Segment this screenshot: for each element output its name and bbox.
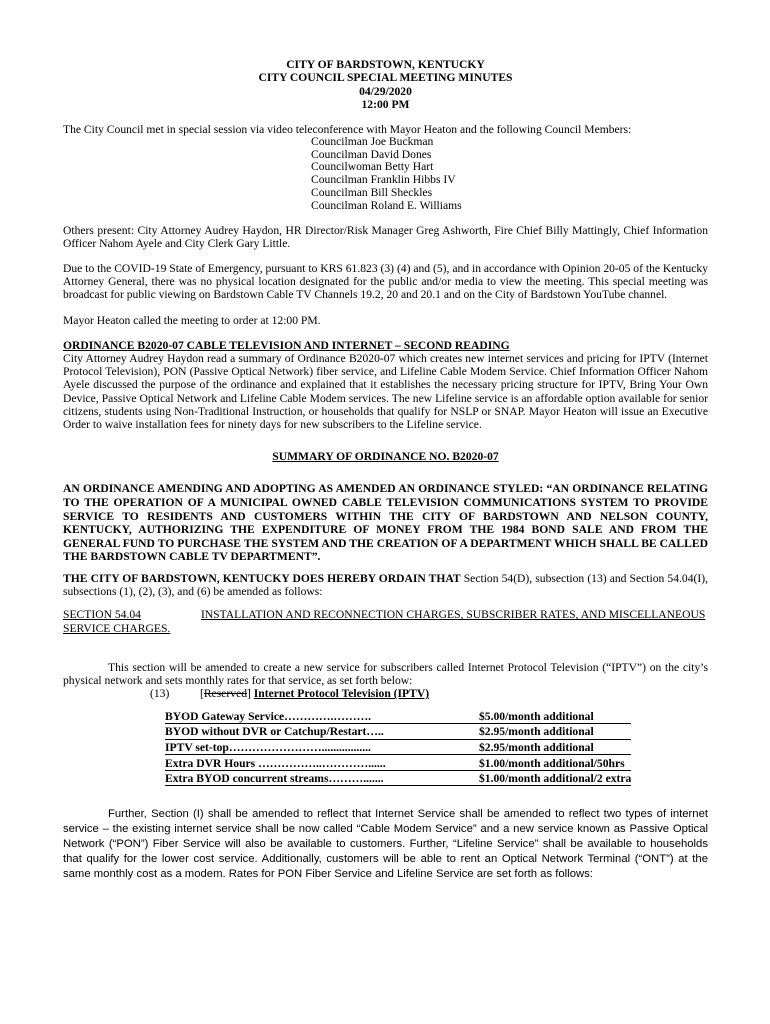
council-member: Councilman Bill Sheckles xyxy=(311,186,433,200)
rate-price: $2.95/month additional xyxy=(479,724,631,740)
further-paragraph: Further, Section (I) shall be amended to reflect that Internet Service shall be amended to reflect two types of internet service – the existing internet service shall be now called “Cable Modem Service” and a new service known as Passive Optical Network (“PON”) Fiber Service will also be available to customers. Further, “Lifeline Service” shall be available to households that qualify for the lower cost service. Additionally, customers will be able to rent an Optical Network Terminal (“ONT”) at the same monthly cost as a modem. Rates for PON Fiber Service and Lifeline Service are set forth as follows: xyxy=(63,808,708,881)
iptv-paragraph: This section will be amended to create a new service for subscribers called Internet Protocol Television (“IPTV”) on the city’s physical network and sets monthly rates for that service, as set forth below: xyxy=(63,660,708,688)
intro-paragraph: The City Council met in special session via video teleconference with Mayor Heaton and the following Council Members: xyxy=(63,122,632,136)
ordain-bold: THE CITY OF BARDSTOWN, KENTUCKY DOES HEREBY ORDAIN THAT xyxy=(63,572,461,586)
section-heading xyxy=(63,608,708,634)
ordain-rest: Section 54(D), subsection (13) and Section 54.04(I), subsections (1), (2), (3), and (6) be amended as follows: xyxy=(63,572,708,599)
header-meeting-type: CITY COUNCIL SPECIAL MEETING MINUTES xyxy=(258,71,513,85)
subsection-reserved: Reserved xyxy=(203,687,248,701)
section-period: . xyxy=(167,621,171,635)
header-city: CITY OF BARDSTOWN, KENTUCKY xyxy=(286,58,485,71)
call-to-order: Mayor Heaton called the meeting to order at 12:00 PM. xyxy=(63,313,321,327)
header-time: 12:00 PM xyxy=(361,98,410,112)
subsection-number: (13) xyxy=(150,687,170,701)
ordinance-title: AN ORDINANCE AMENDING AND ADOPTING AS AMENDED AN ORDINANCE STYLED: “AN ORDINANCE RELATING TO THE OPERATION OF A MUNICIPAL OWNED CABLE TELEVISION COMMUNICATIONS SYSTEM TO PROVIDE SERVICE TO RESIDENTS AND CUSTOMERS WITHIN THE CITY OF BARDSTOWN AND NELSON COUNTY, KENTUCKY, AUTHORIZING THE EXPENDITURE OF MONEY FROM THE 1984 BOND SALE AND FROM THE GENERAL FUND TO PURCHASE THE SYSTEM AND THE CREATION OF A DEPARTMENT WHICH SHALL BE CALLED THE BARDSTOWN CABLE TV DEPARTMENT”. xyxy=(63,482,708,564)
rate-item: IPTV set-top……………………................. xyxy=(165,739,479,755)
ordain-paragraph xyxy=(63,572,708,598)
header-date: 04/29/2020 xyxy=(359,84,412,98)
table-row xyxy=(165,708,631,723)
summary-heading: SUMMARY OF ORDINANCE NO. B2020-07 xyxy=(272,450,499,464)
council-member: Councilwoman Betty Hart xyxy=(311,160,434,174)
rate-item: BYOD Gateway Service………….………. xyxy=(165,708,479,723)
rate-item: Extra DVR Hours ……………..…………...... xyxy=(165,755,479,771)
council-member: Councilman Roland E. Williams xyxy=(311,198,462,212)
table-row xyxy=(165,755,631,771)
table-row xyxy=(165,739,631,755)
table-row xyxy=(165,770,631,786)
ordinance-paragraph: City Attorney Audrey Haydon read a summary of Ordinance B2020-07 which creates new internet services and pricing for IPTV (Internet Protocol Television), PON (Passive Optical Network) fiber service, and Lifeline Cable Modem Service. Chief Information Officer Nahom Ayele discussed the purpose of the ordinance and explained that it establishes the necessary pricing structure for IPTV, Bring Your Own Device, Passive Optical Network and Lifeline Cable Modem services. The new Lifeline service is an affordable option available for senior citizens, students using Non-Traditional Instruction, or households that qualify for NSLP or SNAP. Mayor Heaton will issue an Executive Order to waive installation fees for ninety days for new subscribers to the Lifeline service. xyxy=(63,352,708,432)
rate-item: Extra BYOD concurrent streams………....... xyxy=(165,770,479,786)
rate-price: $1.00/month additional/50hrs xyxy=(479,755,631,771)
covid-paragraph: Due to the COVID-19 State of Emergency, pursuant to KRS 61.823 (3) (4) and (5), and in accordance with Opinion 20-05 of the Kentucky Attorney General, there was no physical location designated for the public and/or media to view the meeting. This special meeting was broadcast for public viewing on Bardstown Cable TV Channels 19.2, 20 and 20.1 and on the City of Bardstown YouTube channel. xyxy=(63,262,708,302)
rate-item: BYOD without DVR or Catchup/Restart….. xyxy=(165,724,479,740)
section-title: INSTALLATION AND RECONNECTION CHARGES, SUBSCRIBER RATES, AND MISCELLANEOUS SERVICE CHARGES xyxy=(63,608,706,635)
subsection-bracket-open: [ xyxy=(200,687,204,701)
rate-price: $2.95/month additional xyxy=(479,739,631,755)
council-member: Councilman David Dones xyxy=(311,147,432,161)
table-row xyxy=(165,724,631,740)
iptv-rates-table xyxy=(165,708,631,786)
rate-price: $1.00/month additional/2 extra xyxy=(479,772,632,786)
council-member-list xyxy=(311,136,708,213)
ordinance-heading: ORDINANCE B2020-07 CABLE TELEVISION AND INTERNET – SECOND READING xyxy=(63,338,510,352)
council-member: Councilman Franklin Hibbs IV xyxy=(311,173,456,187)
subsection-title: Internet Protocol Television (IPTV) xyxy=(253,687,430,701)
subsection-bracket-close: ] xyxy=(247,687,251,701)
others-present-paragraph: Others present: City Attorney Audrey Haydon, HR Director/Risk Manager Greg Ashworth, Fire Chief Billy Mattingly, Chief Information Officer Nahom Ayele and City Clerk Gary Little. xyxy=(63,223,708,250)
minutes-header xyxy=(63,58,708,112)
council-member: Councilman Joe Buckman xyxy=(311,134,434,148)
section-number: SECTION 54.04 xyxy=(63,608,141,622)
subsection-heading xyxy=(150,687,708,700)
rate-price: $5.00/month additional xyxy=(479,708,631,723)
